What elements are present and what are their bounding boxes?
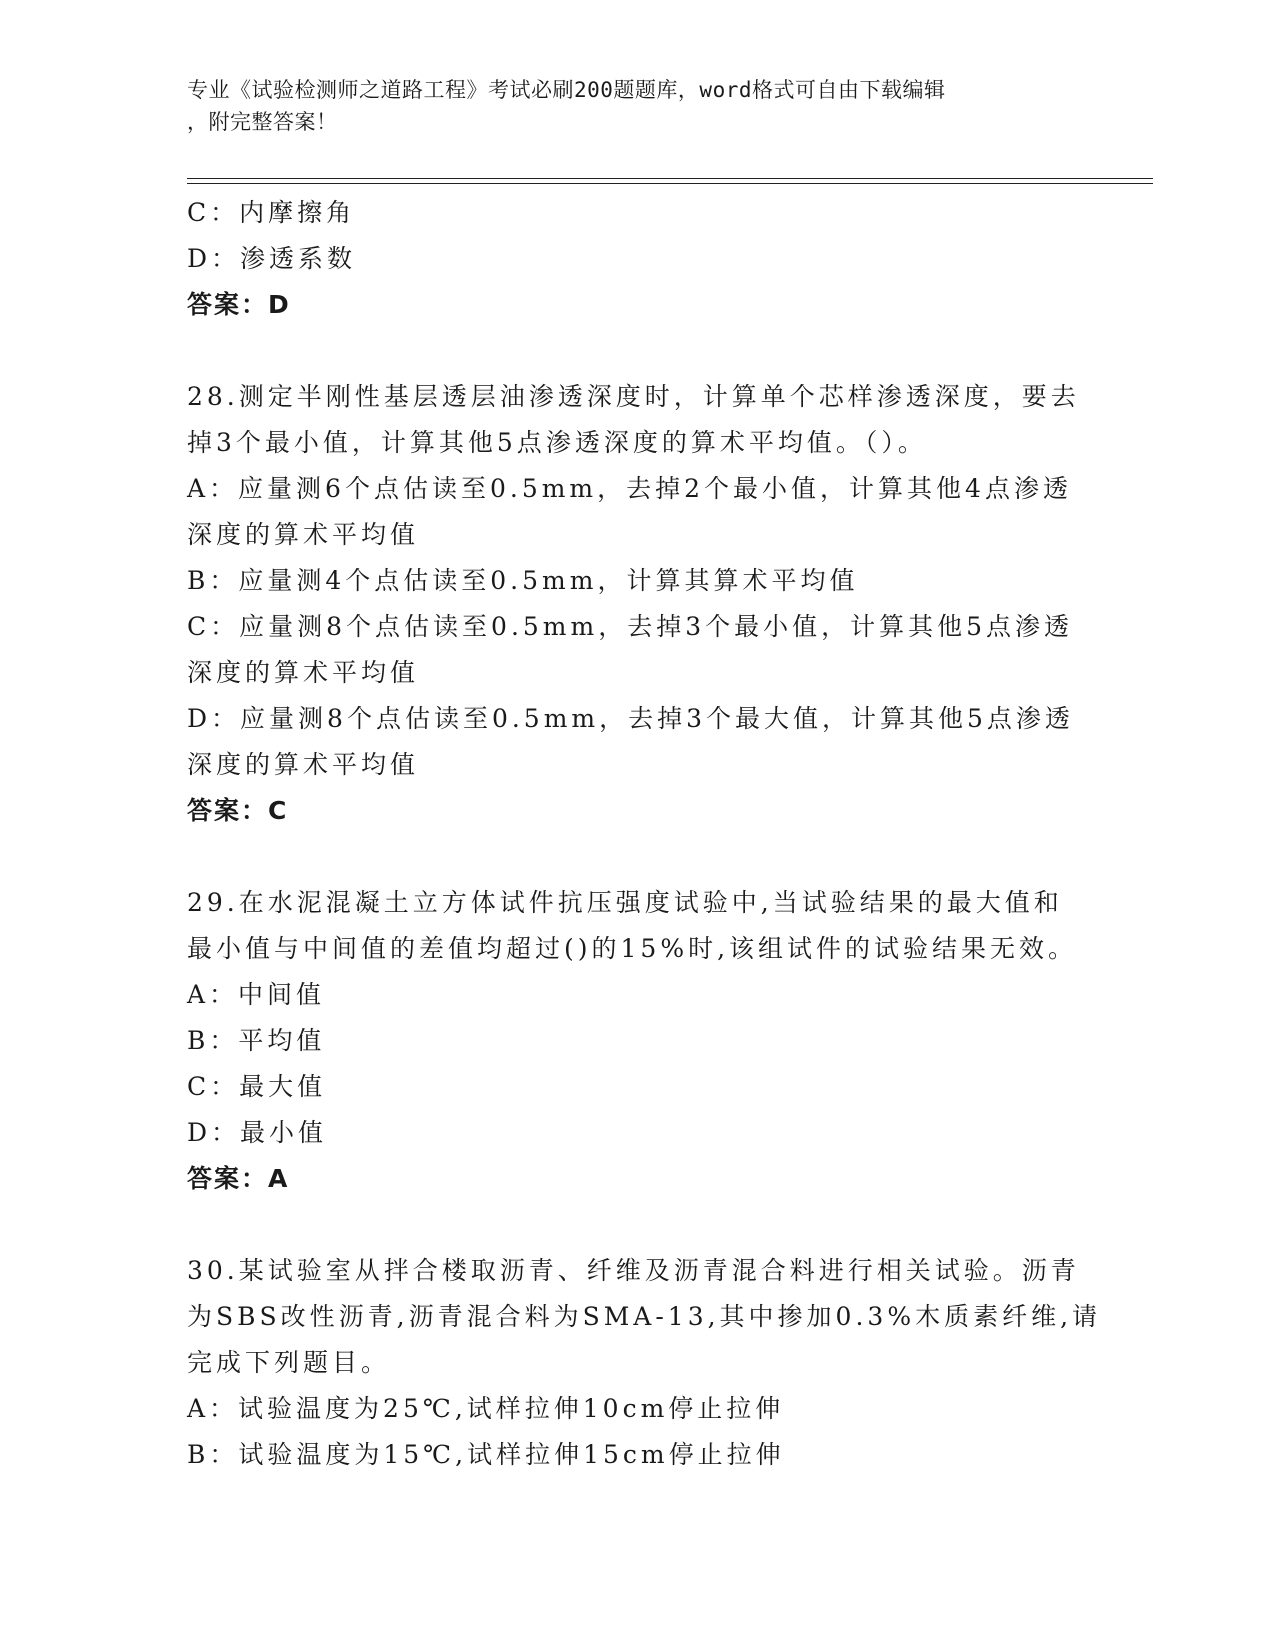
question-spacer <box>187 1202 1067 1248</box>
document-header <box>187 74 1057 138</box>
option-d: D：最小值 <box>187 1118 328 1147</box>
question-stem-line: 掉3个最小值，计算其他5点渗透深度的算术平均值。（）。 <box>187 428 927 457</box>
answer-line: 答案：C <box>187 796 289 825</box>
option-a: A：中间值 <box>187 980 326 1009</box>
option-c: C：最大值 <box>187 1072 327 1101</box>
header-line-2: ，附完整答案！ <box>187 110 338 134</box>
question-28 <box>187 374 1080 834</box>
question-29 <box>187 880 1078 1202</box>
question-stem-line: 完成下列题目。 <box>187 1348 391 1377</box>
option-c-continuation: 深度的算术平均值 <box>187 658 420 687</box>
option-d: D：渗透系数 <box>187 244 357 273</box>
question-spacer <box>187 328 1067 374</box>
option-c: C：内摩擦角 <box>187 198 356 227</box>
header-line-1: 专业《试验检测师之道路工程》考试必刷200题题库，word格式可自由下载编辑 <box>187 78 946 102</box>
header-divider-top <box>187 178 1153 179</box>
question-27-tail <box>187 190 1067 328</box>
option-a: A：应量测6个点估读至0.5mm，去掉2个最小值，计算其他4点渗透 <box>187 474 1072 503</box>
option-b: B：平均值 <box>187 1026 326 1055</box>
option-a: A：试验温度为25℃,试样拉伸10cm停止拉伸 <box>187 1394 785 1423</box>
question-stem-line: 29.在水泥混凝土立方体试件抗压强度试验中,当试验结果的最大值和 <box>187 888 1063 917</box>
question-stem-line: 最小值与中间值的差值均超过()的15%时,该组试件的试验结果无效。 <box>187 934 1078 963</box>
header-divider-bottom <box>187 183 1153 184</box>
question-stem-line: 28.测定半刚性基层透层油渗透深度时，计算单个芯样渗透深度，要去 <box>187 382 1080 411</box>
option-c: C：应量测8个点估读至0.5mm，去掉3个最小值，计算其他5点渗透 <box>187 612 1074 641</box>
option-a-continuation: 深度的算术平均值 <box>187 520 420 549</box>
option-d-continuation: 深度的算术平均值 <box>187 750 420 779</box>
answer-line: 答案：D <box>187 290 291 319</box>
question-stem-line: 为SBS改性沥青,沥青混合料为SMA-13,其中掺加0.3%木质素纤维,请 <box>187 1302 1102 1331</box>
question-stem-line: 30.某试验室从拌合楼取沥青、纤维及沥青混合料进行相关试验。沥青 <box>187 1256 1080 1285</box>
option-b: B：试验温度为15℃,试样拉伸15cm停止拉伸 <box>187 1440 785 1469</box>
question-spacer <box>187 834 1067 880</box>
question-30 <box>187 1248 1102 1478</box>
option-b: B：应量测4个点估读至0.5mm，计算其算术平均值 <box>187 566 859 595</box>
option-d: D：应量测8个点估读至0.5mm，去掉3个最大值，计算其他5点渗透 <box>187 704 1074 733</box>
question-list <box>187 190 1102 1478</box>
answer-line: 答案：A <box>187 1164 290 1193</box>
